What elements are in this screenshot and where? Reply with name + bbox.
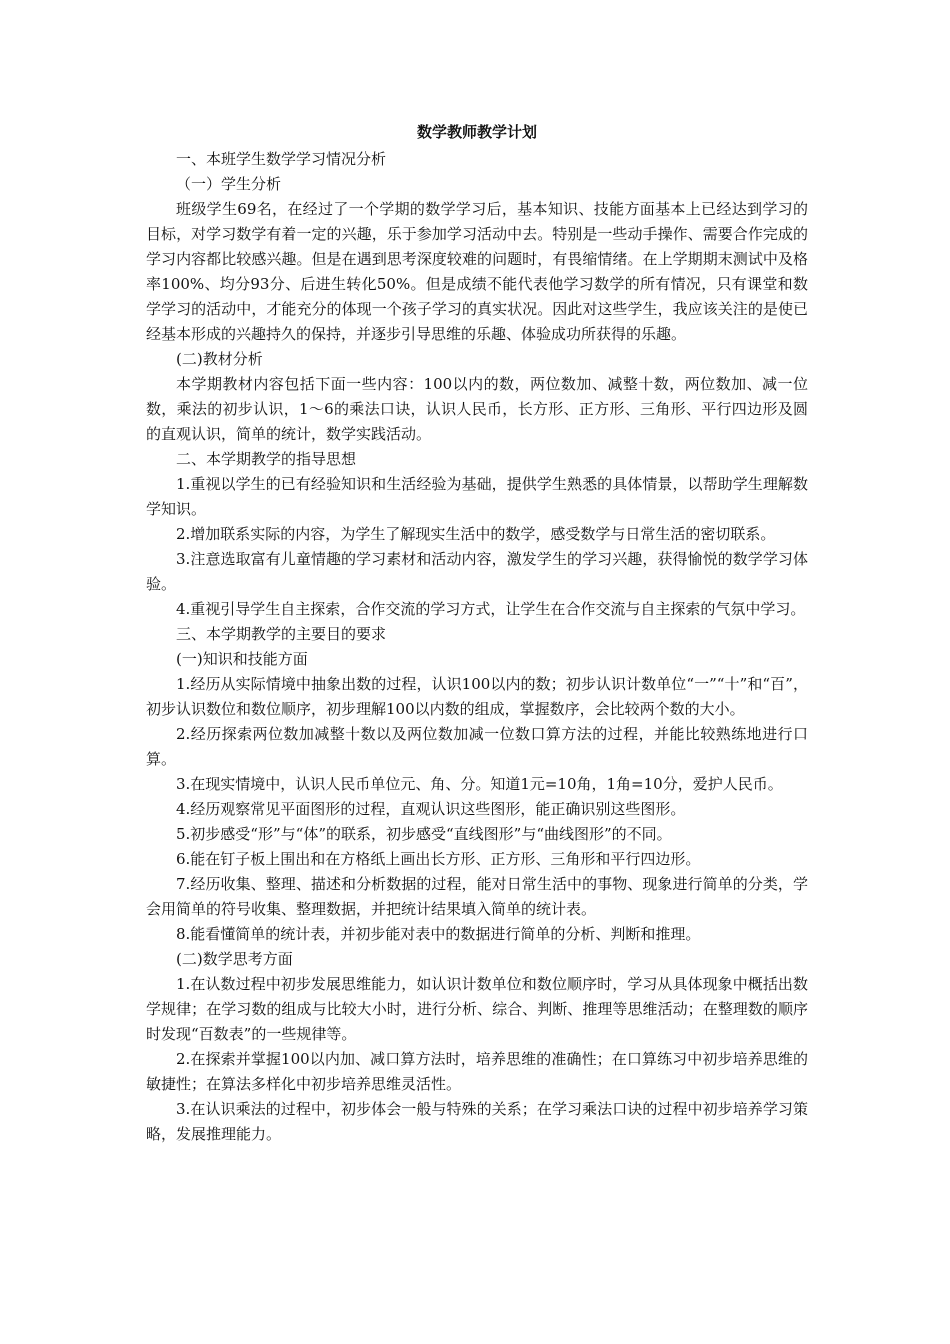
- thinking-item: 1.在认数过程中初步发展思维能力，如认识计数单位和数位顺序时，学习从具体现象中概括出数学规律；在学习数的组成与比较大小时，进行分析、综合、判断、推理等思维活动；在整理数的顺序时发现“百数表”的一些规律等。: [146, 975, 808, 1043]
- section-1-sub-1-heading: （一）学生分析: [176, 175, 282, 193]
- guideline-item: 1.重视以学生的已有经验知识和生活经验为基础，提供学生熟悉的具体情景，以帮助学生理解数学知识。: [146, 475, 808, 518]
- knowledge-item: 1.经历从实际情境中抽象出数的过程，认识100以内的数；初步认识计数单位“一”“十”和“百”，初步认识数位和数位顺序，初步理解100以内数的组成，掌握数序，会比较两个数的大小。: [146, 675, 808, 718]
- textbook-analysis-paragraph: 本学期教材内容包括下面一些内容：100以内的数，两位数加、减整十数，两位数加、减一位数，乘法的初步认识，1～6的乘法口诀，认识人民币，长方形、正方形、三角形、平行四边形及圆的直观认识，简单的统计，数学实践活动。: [146, 375, 808, 443]
- knowledge-item: 6.能在钉子板上围出和在方格纸上画出长方形、正方形、三角形和平行四边形。: [176, 850, 701, 868]
- guideline-item: 2.增加联系实际的内容，为学生了解现实生活中的数学，感受数学与日常生活的密切联系。: [176, 525, 776, 543]
- knowledge-item: 2.经历探索两位数加减整十数以及两位数加减一位数口算方法的过程，并能比较熟练地进行口算。: [146, 725, 808, 768]
- section-1-sub-2-heading: (二)教材分析: [176, 350, 263, 368]
- section-3-heading: 三、本学期教学的主要目的要求: [176, 625, 387, 643]
- knowledge-item: 7.经历收集、整理、描述和分析数据的过程，能对日常生活中的事物、现象进行简单的分类，学会用简单的符号收集、整理数据，并把统计结果填入简单的统计表。: [146, 875, 808, 918]
- section-2-heading: 二、本学期教学的指导思想: [176, 450, 357, 468]
- section-1-heading: 一、本班学生数学学习情况分析: [176, 150, 387, 168]
- knowledge-item: 4.经历观察常见平面图形的过程，直观认识这些图形，能正确识别这些图形。: [176, 800, 686, 818]
- knowledge-item: 3.在现实情境中，认识人民币单位元、角、分。知道1元=10角，1角=10分，爱护人民币。: [176, 775, 783, 793]
- document-title: 数学教师教学计划: [416, 123, 537, 141]
- knowledge-item: 8.能看懂简单的统计表，并初步能对表中的数据进行简单的分析、判断和推理。: [176, 925, 701, 943]
- thinking-item: 3.在认识乘法的过程中，初步体会一般与特殊的关系；在学习乘法口诀的过程中初步培养学习策略，发展推理能力。: [146, 1100, 808, 1143]
- guideline-item: 3.注意选取富有儿童情趣的学习素材和活动内容，激发学生的学习兴趣，获得愉悦的数学学习体验。: [146, 550, 808, 593]
- student-analysis-paragraph: 班级学生69名，在经过了一个学期的数学学习后，基本知识、技能方面基本上已经达到学习的目标，对学习数学有着一定的兴趣，乐于参加学习活动中去。特别是一些动手操作、需要合作完成的学习内容都比较感兴趣。但是在遇到思考深度较难的问题时，有畏缩情绪。在上学期期末测试中及格率100%、均分93分、后进生转化50%。但是成绩不能代表他学习数学的所有情况，只有课堂和数学学习的活动中，才能充分的体现一个孩子学习的真实状况。因此对这些学生，我应该关注的是使已经基本形成的兴趣持久的保持，并逐步引导思维的乐趣、体验成功所获得的乐趣。: [146, 200, 808, 343]
- document-page: [146, 122, 808, 1147]
- thinking-item: 2.在探索并掌握100以内加、减口算方法时，培养思维的准确性；在口算练习中初步培养思维的敏捷性；在算法多样化中初步培养思维灵活性。: [146, 1050, 808, 1093]
- knowledge-item: 5.初步感受“形”与“体”的联系，初步感受“直线图形”与“曲线图形”的不同。: [176, 825, 672, 843]
- guideline-item: 4.重视引导学生自主探索，合作交流的学习方式，让学生在合作交流与自主探索的气氛中学习。: [176, 600, 806, 618]
- section-3-sub-1-heading: (一)知识和技能方面: [176, 650, 308, 668]
- section-3-sub-2-heading: (二)数学思考方面: [176, 950, 293, 968]
